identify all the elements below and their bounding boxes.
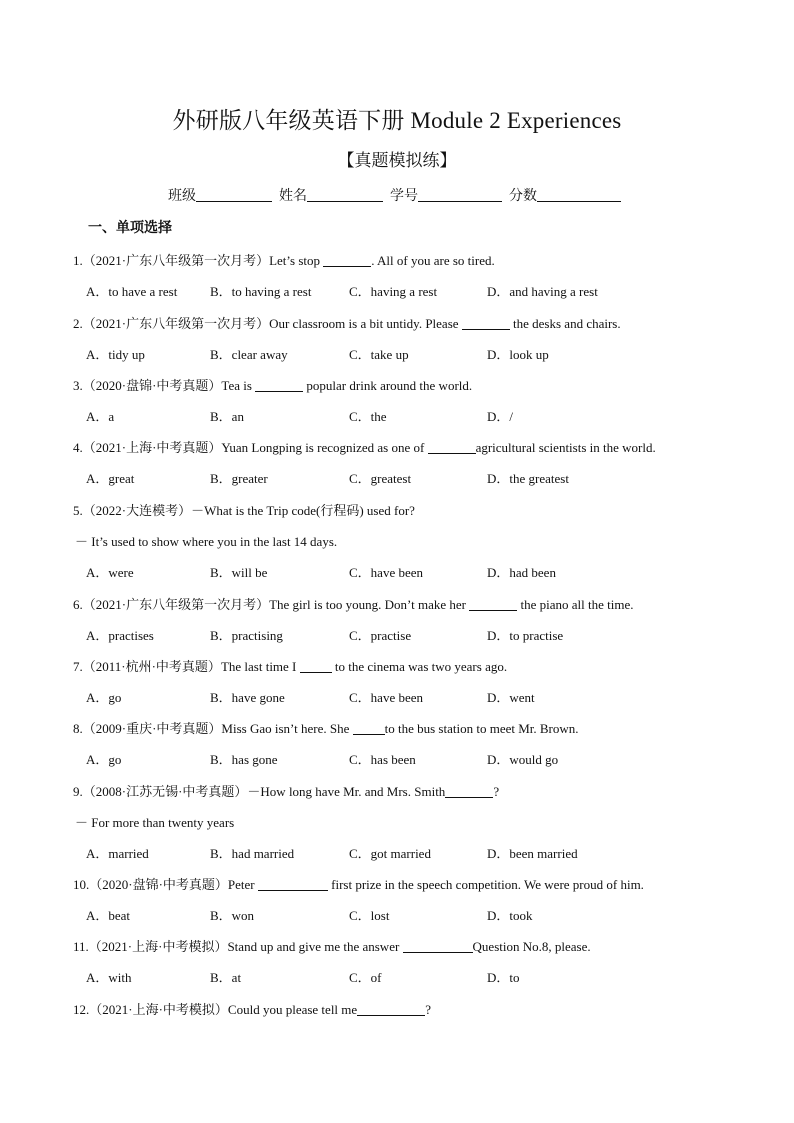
question-number: 6. xyxy=(73,597,83,612)
question-number: 1. xyxy=(73,253,83,268)
answer-option[interactable]: B．clear away xyxy=(210,347,288,362)
answer-blank[interactable] xyxy=(445,785,493,798)
question-number: 12. xyxy=(73,1002,90,1017)
answer-option[interactable]: A．were xyxy=(86,565,134,580)
answer-option[interactable]: B．has gone xyxy=(210,752,278,767)
answer-option[interactable]: C．have been xyxy=(349,565,424,580)
question-source: （2021·广东八年级第一次月考） xyxy=(82,253,270,268)
question-text-after: ? xyxy=(493,784,500,799)
answer-option[interactable]: A．great xyxy=(86,471,135,486)
answer-option[interactable]: D．had been xyxy=(487,565,556,580)
question-number: 7. xyxy=(73,659,83,674)
question-text-after: ? xyxy=(425,1002,431,1017)
answer-option[interactable]: C．having a rest xyxy=(349,284,438,299)
answer-option[interactable]: D．been married xyxy=(487,846,578,861)
answer-option[interactable]: A．married xyxy=(86,846,149,861)
question-stem xyxy=(73,313,621,332)
question-dialog-line xyxy=(75,531,337,550)
question-stem xyxy=(73,250,495,269)
answer-option[interactable]: B．won xyxy=(210,908,255,923)
answer-blank[interactable] xyxy=(357,1003,425,1016)
question-text-before: Miss Gao isn’t here. She xyxy=(221,721,353,736)
name-blank xyxy=(307,187,383,202)
question-stem xyxy=(73,874,644,893)
question-text-after: the piano all the time. xyxy=(517,597,634,612)
answer-option[interactable]: A．a xyxy=(86,409,115,424)
question-stem xyxy=(73,656,507,675)
answer-option[interactable]: A．to have a rest xyxy=(86,284,178,299)
question-text-before: Yuan Longping is recognized as one of xyxy=(221,440,428,455)
question-text-before: Let’s stop xyxy=(269,253,324,268)
question-source: （2021·上海·中考模拟） xyxy=(88,939,228,954)
question-number: 5. xyxy=(73,503,83,518)
answer-blank[interactable] xyxy=(469,598,517,611)
dialog-text-before: － For more than twenty years xyxy=(75,815,235,830)
question-text-after: . All of you are so tired. xyxy=(371,253,495,268)
answer-blank[interactable] xyxy=(258,878,328,891)
answer-option[interactable]: D．went xyxy=(487,690,535,705)
answer-option[interactable]: D．to practise xyxy=(487,628,564,643)
page-subtitle: 【真题模拟练】 xyxy=(337,151,457,170)
question-text-after: agricultural scientists in the world. xyxy=(475,440,656,455)
answer-option[interactable]: A．go xyxy=(86,690,122,705)
question-text-after: to the cinema was two years ago. xyxy=(331,659,508,674)
answer-blank[interactable] xyxy=(353,722,385,735)
answer-option[interactable]: C．of xyxy=(349,970,382,985)
question-text-before: Could you please tell me xyxy=(227,1002,358,1017)
page-title: 外研版八年级英语下册 Module 2 Experiences xyxy=(172,108,622,133)
answer-option[interactable]: D．to xyxy=(487,970,520,985)
question-source: （2022·大连模考） xyxy=(82,503,192,518)
answer-option[interactable]: C．greatest xyxy=(349,471,412,486)
question-number: 9. xyxy=(73,784,83,799)
answer-option[interactable]: B．greater xyxy=(210,471,268,486)
question-stem xyxy=(73,718,579,737)
id-blank xyxy=(418,187,502,202)
question-number: 3. xyxy=(73,378,83,393)
question-stem xyxy=(73,437,656,456)
question-source: （2008·江苏无锡·中考真题） xyxy=(82,784,248,799)
answer-option[interactable]: C．have been xyxy=(349,690,424,705)
answer-option[interactable]: B．had married xyxy=(210,846,295,861)
dialog-text-before: － It’s used to show where you xyxy=(75,534,241,549)
answer-option[interactable]: A．practises xyxy=(86,628,154,643)
question-source: （2021·广东八年级第一次月考） xyxy=(82,316,270,331)
question-number: 11. xyxy=(73,939,89,954)
question-text-after: the desks and chairs. xyxy=(509,316,621,331)
answer-blank[interactable] xyxy=(300,660,332,673)
class-label: 班级 xyxy=(168,189,196,204)
section-heading: 一、单项选择 xyxy=(88,220,172,236)
answer-option[interactable]: B．at xyxy=(210,970,242,985)
answer-option[interactable]: B．have gone xyxy=(210,690,285,705)
question-source: （2021·广东八年级第一次月考） xyxy=(82,597,270,612)
answer-option[interactable]: C．take up xyxy=(349,347,409,362)
answer-option[interactable]: C．practise xyxy=(349,628,412,643)
answer-option[interactable]: D．the greatest xyxy=(487,471,569,486)
question-source: （2021·上海·中考真题） xyxy=(82,440,222,455)
question-stem xyxy=(73,500,415,519)
id-label: 学号 xyxy=(390,189,418,204)
question-source: （2020·盘锦·中考真题） xyxy=(82,378,222,393)
question-number: 2. xyxy=(73,316,83,331)
answer-option[interactable]: A．tidy up xyxy=(86,347,145,362)
answer-option[interactable]: D．look up xyxy=(487,347,549,362)
answer-option[interactable]: B．practising xyxy=(210,628,283,643)
answer-option[interactable]: D．would go xyxy=(487,752,559,767)
question-text-after: to the bus station to meet Mr. Brown. xyxy=(384,721,579,736)
student-info-line xyxy=(168,185,621,205)
question-text-before: Our classroom is a bit untidy. Please xyxy=(269,316,462,331)
answer-blank[interactable] xyxy=(428,441,476,454)
question-source: （2009·重庆·中考真题） xyxy=(82,721,222,736)
question-stem xyxy=(73,936,591,955)
answer-blank[interactable] xyxy=(323,254,371,267)
dialog-text-after: in the last 14 days. xyxy=(240,534,338,549)
question-text-before: The last time I xyxy=(220,659,300,674)
question-stem xyxy=(73,781,499,800)
question-source: （2021·上海·中考模拟） xyxy=(89,1002,228,1017)
answer-blank[interactable] xyxy=(403,940,473,953)
question-stem xyxy=(73,999,431,1018)
question-text-before: The girl is too young. Don’t make her xyxy=(269,597,470,612)
score-blank xyxy=(537,187,621,202)
question-text-after: popular drink around the world. xyxy=(303,378,473,393)
question-stem xyxy=(73,594,634,613)
answer-option[interactable]: C．got married xyxy=(349,846,431,861)
class-blank xyxy=(196,187,272,202)
question-text-before: －How long have Mr. and Mrs. Smith xyxy=(247,784,446,799)
question-text-before: Tea is xyxy=(221,378,256,393)
question-number: 4. xyxy=(73,440,83,455)
question-text-before: －What is the Trip code(行程码) used for? xyxy=(191,503,415,518)
answer-option[interactable]: D．/ xyxy=(487,409,514,424)
question-dialog-line xyxy=(75,812,234,831)
question-text-after: first prize in the speech competition. We were proud of him. xyxy=(327,877,644,892)
question-text-before: Stand up and give me the answer xyxy=(227,939,403,954)
question-stem xyxy=(73,375,472,394)
answer-option[interactable]: B．will be xyxy=(210,565,268,580)
question-source: （2020·盘锦·中考真题） xyxy=(89,877,228,892)
answer-option[interactable]: A．go xyxy=(86,752,122,767)
answer-option[interactable]: C．lost xyxy=(349,908,390,923)
answer-option[interactable]: A．beat xyxy=(86,908,131,923)
question-number: 8. xyxy=(73,721,83,736)
question-text-before: Peter xyxy=(227,877,258,892)
answer-option[interactable]: B．to having a rest xyxy=(210,284,312,299)
answer-option[interactable]: D．took xyxy=(487,908,533,923)
question-source: （2011·杭州·中考真题） xyxy=(82,659,221,674)
name-label: 姓名 xyxy=(279,189,307,204)
score-label: 分数 xyxy=(509,189,537,204)
answer-option[interactable]: C．the xyxy=(349,409,387,424)
answer-blank[interactable] xyxy=(462,317,510,330)
answer-option[interactable]: A．with xyxy=(86,970,132,985)
answer-option[interactable]: B．an xyxy=(210,409,244,424)
question-number: 10. xyxy=(73,877,90,892)
question-text-after: Question No.8, please. xyxy=(472,939,591,954)
answer-option[interactable]: C．has been xyxy=(349,752,416,767)
answer-blank[interactable] xyxy=(255,379,303,392)
answer-option[interactable]: D．and having a rest xyxy=(487,284,598,299)
